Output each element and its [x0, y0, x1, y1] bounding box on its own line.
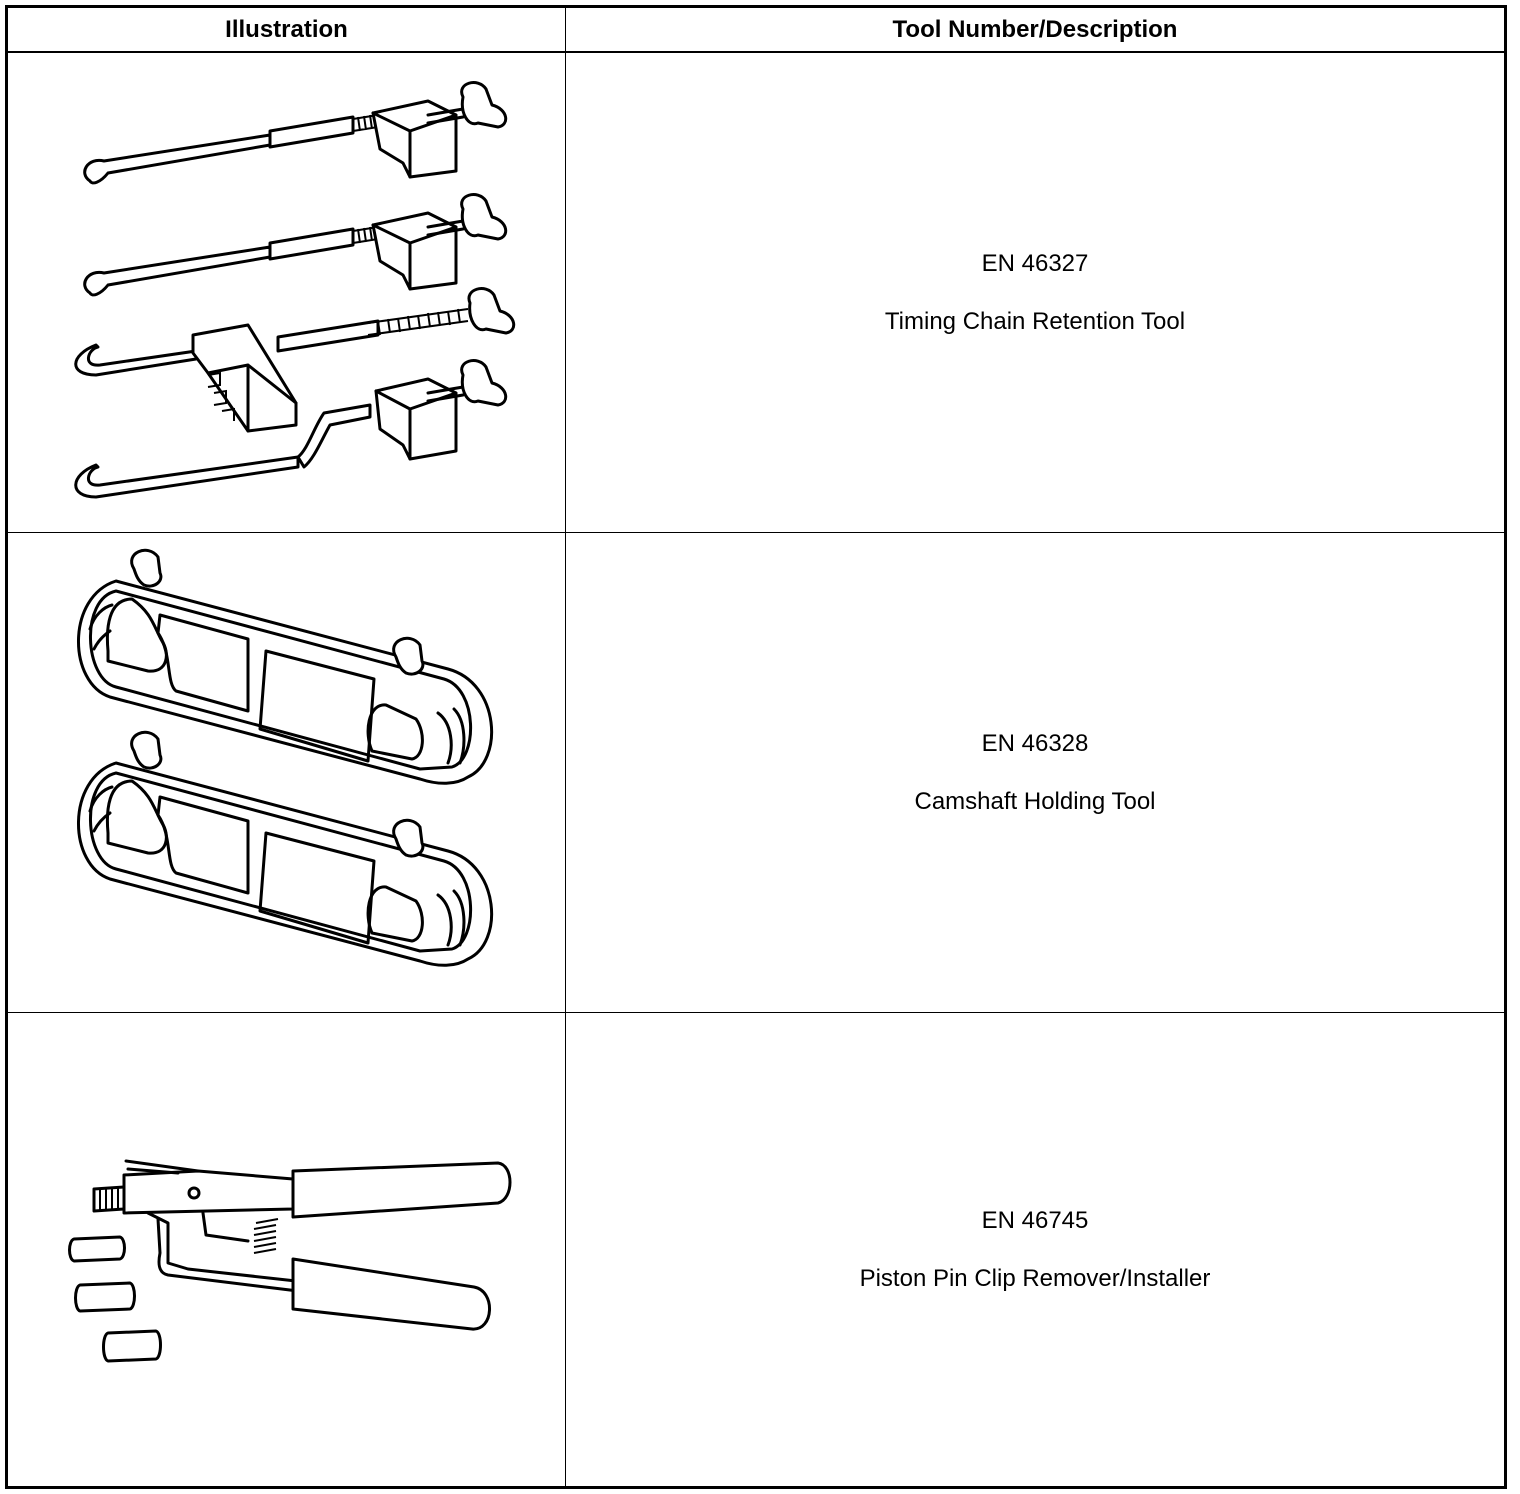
description-header: Tool Number/Description	[892, 15, 1178, 43]
tool-name: Camshaft Holding Tool	[914, 787, 1156, 815]
tool-number: EN 46328	[981, 729, 1089, 757]
tool-name: Timing Chain Retention Tool	[884, 307, 1186, 335]
tool-number: EN 46327	[981, 249, 1089, 277]
illustration-cell	[8, 533, 566, 1012]
description-cell	[566, 1013, 1504, 1486]
illustration-cell	[8, 1013, 566, 1486]
table-row	[8, 53, 1504, 533]
table-row	[8, 1013, 1504, 1486]
piston-pin-clip-tool-icon	[8, 1013, 565, 1486]
description-cell	[566, 533, 1504, 1012]
table-header	[8, 8, 1504, 53]
camshaft-holding-tool-icon	[8, 533, 565, 1012]
table-row	[8, 533, 1504, 1013]
illustration-header: Illustration	[8, 8, 566, 51]
tool-name: Piston Pin Clip Remover/Installer	[859, 1264, 1211, 1292]
tools-table	[5, 5, 1507, 1489]
illustration-cell	[8, 53, 566, 532]
tool-number: EN 46745	[981, 1206, 1089, 1234]
description-cell	[566, 53, 1504, 532]
timing-chain-retention-tool-icon	[8, 53, 565, 532]
